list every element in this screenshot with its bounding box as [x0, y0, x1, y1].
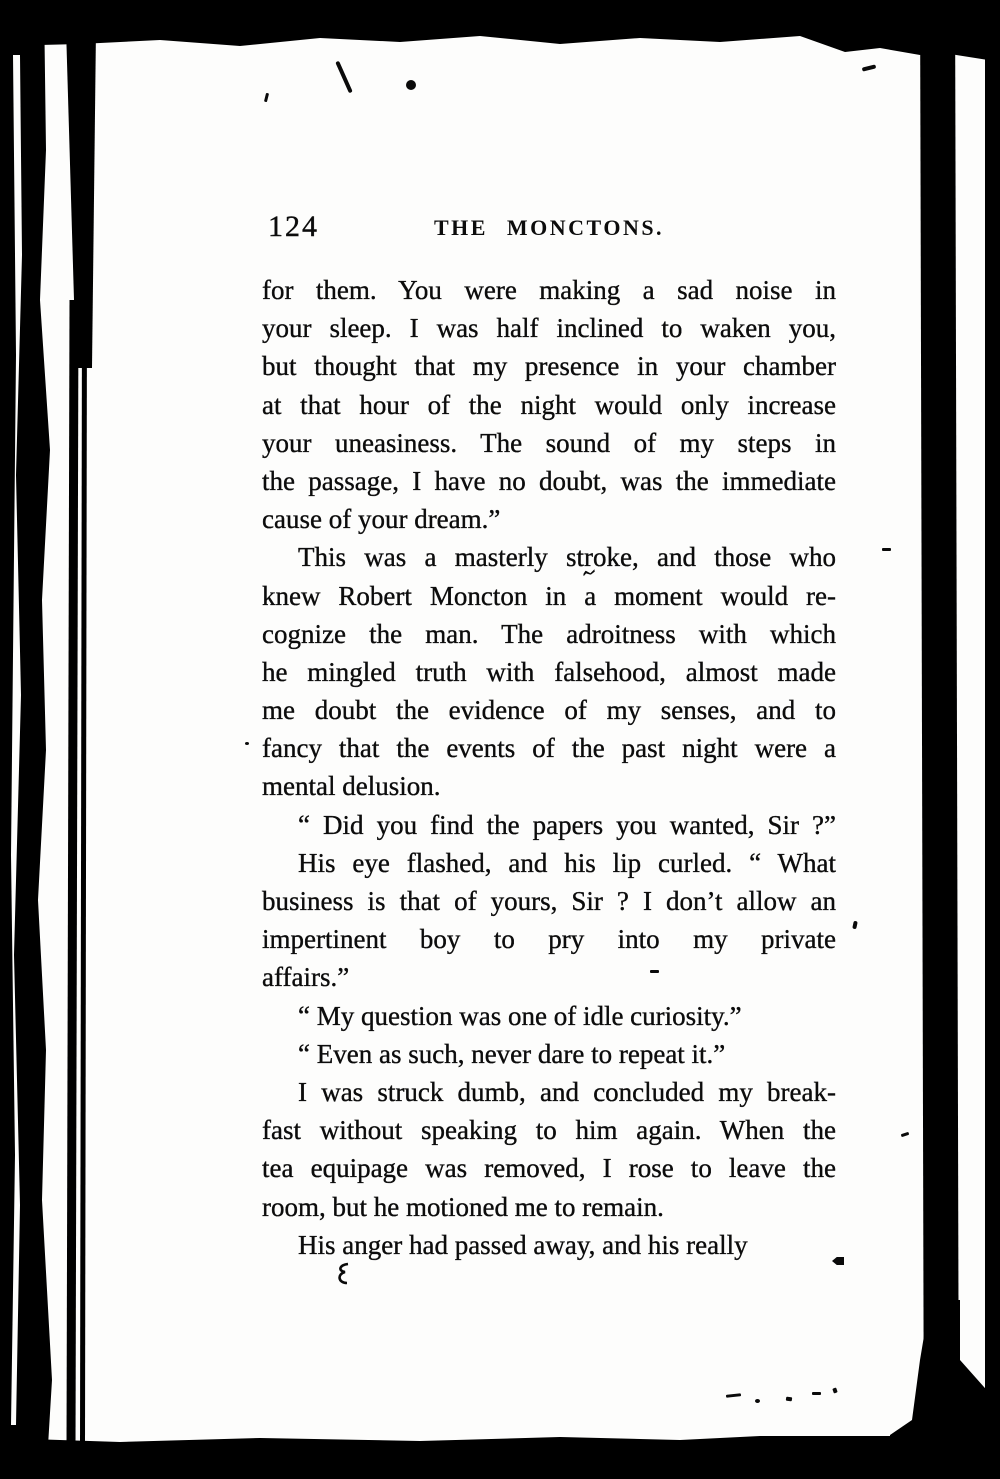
binding-line: [67, 300, 79, 1445]
paragraph: [262, 806, 836, 844]
text-column: [262, 271, 836, 1264]
scan-speck: [832, 1387, 837, 1393]
paragraph: [262, 997, 836, 1035]
scan-border-top: [0, 0, 1000, 56]
text-line: your uneasiness. The sound of my steps in: [262, 427, 836, 458]
scan-border-bottom: [0, 1436, 1000, 1479]
binding-shadow-top: [62, 28, 98, 368]
text-line: fancy that the events of the past night were a: [262, 733, 836, 764]
text-line: your sleep. I was half inclined to waken you,: [262, 313, 836, 344]
paragraph: [262, 1035, 836, 1073]
page-number: 124: [268, 210, 319, 243]
scan-border-left: [0, 0, 60, 1479]
scan-speck: [901, 1132, 910, 1137]
text-line: me doubt the evidence of my senses, and to: [262, 695, 836, 726]
running-title: THE MONCTONS.: [433, 215, 665, 240]
scan-border-right: [985, 0, 1000, 1479]
text-line: His anger had passed away, and his really: [298, 1229, 748, 1260]
scan-gutter-band-right: [920, 0, 959, 1479]
text-line: impertinent boy to pry into my private: [262, 924, 836, 955]
text-line: cognize the man. The adroitness with which: [262, 618, 836, 649]
text-line: he mingled truth with falsehood, almost made: [262, 656, 836, 687]
text-line: room, but he motioned me to remain.: [262, 1191, 664, 1222]
text-line: “ Did you find the papers you wanted, Sir ?”: [298, 809, 836, 840]
scan-speck: [726, 1393, 741, 1398]
text-line: but thought that my presence in your chamber: [262, 351, 836, 382]
text-line: at that hour of the night would only increase: [262, 389, 836, 420]
paragraph: [262, 1073, 836, 1226]
text-line: “ My question was one of idle curiosity.”: [298, 1000, 742, 1031]
scan-speck: [852, 921, 858, 930]
scan-speck: [786, 1397, 792, 1402]
text-line: “ Even as such, never dare to repeat it.”: [298, 1038, 726, 1069]
text-line: for them. You were making a sad noise in: [262, 275, 836, 305]
scan-speck: [335, 61, 352, 94]
scan-speck: [882, 548, 891, 551]
scan-speck: [812, 1392, 821, 1395]
text-line: tea equipage was removed, I rose to leave the: [262, 1153, 836, 1184]
text-line: His eye flashed, and his lip curled. “ What: [298, 847, 836, 878]
text-line: I was struck dumb, and concluded my break-: [298, 1076, 836, 1107]
text-line: the passage, I have no doubt, was the immediate: [262, 465, 836, 496]
scan-squiggle-mark: [334, 1262, 352, 1286]
scan-speck: [406, 80, 416, 90]
text-line: mental delusion.: [262, 771, 441, 802]
paragraph: [262, 844, 836, 997]
text-line: cause of your dream.”: [262, 504, 501, 535]
binding-line: [80, 300, 87, 1445]
text-line: knew Robert Moncton in a moment would re-: [262, 580, 836, 611]
paragraph: [262, 538, 836, 805]
text-line: business is that of yours, Sir ? I don’t allow an: [262, 886, 836, 916]
scan-speck: [264, 93, 269, 102]
paragraph: [262, 1226, 836, 1264]
scan-speck: [755, 1399, 760, 1403]
text-line: This was a masterly stroke, and those who: [298, 542, 836, 573]
page-header: [262, 210, 836, 248]
paragraph: [262, 271, 836, 538]
scan-speck: [862, 64, 877, 71]
text-line: fast without speaking to him again. When the: [262, 1115, 836, 1146]
text-line: affairs.”: [262, 962, 350, 993]
scan-speck: [245, 742, 249, 745]
